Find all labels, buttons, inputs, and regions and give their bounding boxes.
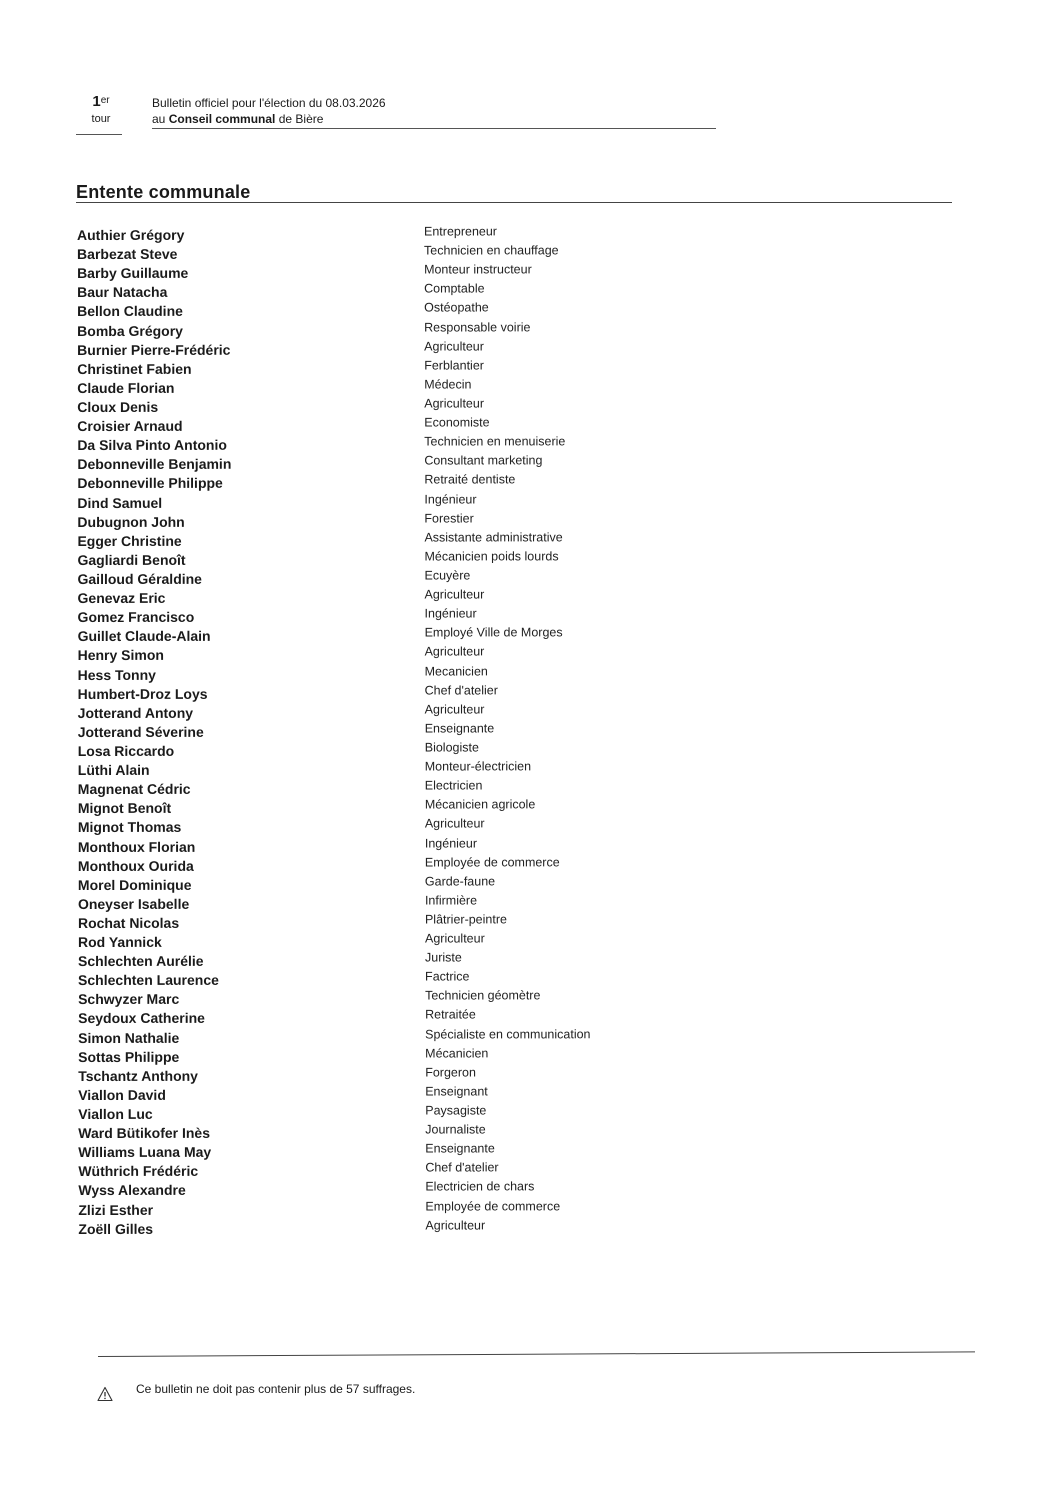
- candidate-profession: Infirmière: [424, 893, 478, 908]
- candidate-row: [78, 1200, 718, 1220]
- candidate-row: [78, 779, 718, 799]
- candidate-profession: Ferblantier: [424, 358, 484, 373]
- candidate-name: Gagliardi Benoît: [77, 551, 186, 568]
- candidate-name: Dind Samuel: [77, 494, 163, 511]
- tour-suffix: er: [100, 95, 110, 106]
- candidate-name: Morel Dominique: [77, 876, 192, 893]
- tour-divider: [76, 134, 122, 135]
- candidate-name: Oneyser Isabelle: [77, 895, 190, 912]
- candidate-profession: Médecin: [424, 377, 472, 392]
- candidate-profession: Economiste: [424, 415, 490, 430]
- candidate-name: Wüthrich Frédéric: [78, 1163, 199, 1180]
- candidate-profession: Entrepreneur: [423, 224, 497, 239]
- candidate-row: [77, 263, 717, 283]
- candidate-profession: Employée de commerce: [424, 854, 560, 870]
- candidate-profession: Retraitée: [425, 1007, 476, 1022]
- candidate-profession: Chef d'atelier: [424, 683, 498, 698]
- candidate-row: [77, 340, 717, 360]
- candidate-name: Sottas Philippe: [78, 1048, 180, 1065]
- candidate-row: [78, 913, 718, 933]
- candidate-row: [78, 588, 718, 608]
- candidate-name: Jotterand Séverine: [77, 723, 204, 740]
- candidate-name: Hess Tonny: [77, 666, 156, 683]
- candidate-profession: Electricien: [424, 778, 483, 793]
- candidate-name: Monthoux Florian: [77, 838, 196, 855]
- candidate-profession: Juriste: [425, 950, 462, 965]
- candidate-row: [77, 359, 717, 379]
- tour-word: tour: [91, 113, 111, 125]
- candidate-profession: Spécialiste en communication: [425, 1026, 591, 1042]
- candidate-row: [77, 244, 717, 264]
- candidate-profession: Paysagiste: [425, 1103, 487, 1118]
- candidate-name: Mignot Benoît: [77, 800, 172, 817]
- candidate-name: Schlechten Laurence: [78, 972, 219, 989]
- candidate-row: [78, 1085, 718, 1105]
- candidate-row: [78, 1047, 718, 1067]
- candidate-name: Debonneville Benjamin: [77, 456, 232, 473]
- candidate-row: [77, 512, 717, 532]
- candidate-profession: Ingénieur: [424, 491, 477, 507]
- candidate-profession: Monteur-électricien: [424, 759, 532, 774]
- candidate-name: Ward Bütikofer Inès: [78, 1124, 211, 1142]
- candidate-profession: Mécanicien: [425, 1046, 489, 1061]
- candidate-row: [78, 1104, 718, 1124]
- candidate-profession: Journaliste: [425, 1122, 486, 1137]
- candidate-profession: Assistante administrative: [424, 530, 563, 545]
- candidate-profession: Plâtrier-peintre: [424, 912, 507, 927]
- candidate-name: Bellon Claudine: [77, 303, 183, 320]
- candidate-name: Da Silva Pinto Antonio: [77, 436, 227, 454]
- candidate-name: Baur Natacha: [77, 284, 168, 301]
- candidate-name: Simon Nathalie: [78, 1029, 180, 1046]
- candidate-profession: Agriculteur: [424, 816, 485, 831]
- candidate-profession: Employée de commerce: [425, 1198, 561, 1214]
- candidate-profession: Garde-faune: [424, 874, 496, 889]
- council-name: Conseil communal: [168, 112, 276, 126]
- candidate-name: Rochat Nicolas: [77, 914, 180, 931]
- candidate-name: Bomba Grégory: [77, 322, 183, 339]
- candidate-name: Magnenat Cédric: [77, 781, 191, 798]
- candidate-profession: Agriculteur: [424, 396, 485, 411]
- candidate-name: Mignot Thomas: [77, 819, 182, 836]
- candidate-name: Guillet Claude-Alain: [77, 628, 211, 645]
- candidate-row: [78, 760, 718, 780]
- candidate-row: [77, 282, 717, 302]
- candidate-profession: Ostéopathe: [424, 300, 489, 315]
- candidate-row: [77, 493, 717, 513]
- candidate-row: [78, 894, 718, 914]
- candidate-profession: Comptable: [424, 281, 485, 296]
- candidate-row: [77, 454, 717, 474]
- candidate-profession: Forestier: [424, 511, 474, 526]
- tour-indicator: [86, 94, 116, 126]
- candidate-row: [78, 1142, 718, 1162]
- candidate-row: [78, 646, 718, 666]
- candidate-profession: Enseignante: [425, 1141, 495, 1156]
- candidate-row: [77, 378, 717, 398]
- candidate-name: Dubugnon John: [77, 513, 185, 530]
- candidate-profession: Mécanicien poids lourds: [424, 549, 559, 564]
- candidate-list: [77, 225, 718, 1239]
- candidate-row: [78, 798, 718, 818]
- candidate-profession: Enseignant: [425, 1084, 488, 1099]
- candidate-row: [77, 435, 717, 455]
- candidate-row: [78, 856, 718, 876]
- suffrage-notice: Ce bulletin ne doit pas contenir plus de 57 suffrages.: [136, 1382, 416, 1396]
- candidate-profession: Technicien en menuiserie: [424, 434, 566, 449]
- candidate-row: [78, 837, 718, 857]
- candidate-row: [78, 1219, 718, 1239]
- candidate-profession: Agriculteur: [424, 339, 484, 354]
- candidate-name: Gailloud Géraldine: [77, 570, 202, 587]
- candidate-row: [78, 1066, 718, 1086]
- header-divider: [152, 128, 716, 129]
- candidate-name: Christinet Fabien: [77, 360, 192, 377]
- bulletin-line-1: Bulletin officiel pour l'élection du 08.03.2026: [152, 96, 386, 110]
- candidate-profession: Electricien de chars: [425, 1179, 535, 1194]
- candidate-name: Monthoux Ourida: [77, 857, 194, 874]
- candidate-row: [77, 225, 717, 245]
- candidate-profession: Ingénieur: [424, 606, 477, 621]
- candidate-name: Barby Guillaume: [77, 265, 189, 282]
- candidate-name: Authier Grégory: [77, 226, 185, 243]
- candidate-row: [77, 531, 717, 551]
- candidate-profession: Monteur instructeur: [424, 262, 532, 277]
- candidate-name: Humbert-Droz Loys: [77, 685, 208, 702]
- candidate-row: [78, 665, 718, 685]
- title-divider: [76, 202, 952, 203]
- candidate-row: [77, 569, 717, 589]
- candidate-profession: Ingénieur: [424, 835, 477, 851]
- warning-icon: [97, 1386, 113, 1402]
- candidate-name: Croisier Arnaud: [77, 417, 183, 435]
- candidate-row: [78, 951, 718, 971]
- candidate-name: Losa Riccardo: [77, 742, 175, 759]
- list-title: Entente communale: [76, 182, 251, 202]
- candidate-profession: Agriculteur: [425, 1218, 486, 1233]
- bulletin-line-2: au Conseil communal de Bière: [152, 112, 324, 126]
- candidate-profession: Mécanicien agricole: [424, 797, 536, 812]
- candidate-name: Gomez Francisco: [77, 609, 195, 626]
- candidate-profession: Technicien en chauffage: [424, 243, 559, 258]
- candidate-name: Tschantz Anthony: [78, 1067, 198, 1084]
- candidate-row: [78, 1181, 718, 1201]
- candidate-profession: Agriculteur: [424, 931, 485, 946]
- candidate-row: [78, 684, 718, 704]
- bulletin-header: [152, 95, 386, 127]
- candidate-name: Wyss Alexandre: [78, 1182, 186, 1199]
- candidate-profession: Responsable voirie: [424, 319, 531, 335]
- candidate-name: Jotterand Antony: [77, 704, 194, 721]
- candidate-profession: Retraité dentiste: [424, 472, 516, 487]
- candidate-row: [78, 1028, 718, 1048]
- candidate-row: [78, 817, 718, 837]
- candidate-name: Seydoux Catherine: [78, 1010, 205, 1027]
- candidate-name: Claude Florian: [77, 379, 175, 396]
- candidate-row: [78, 970, 718, 990]
- candidate-row: [77, 474, 717, 494]
- tour-number: 1er: [92, 93, 110, 110]
- candidate-name: Williams Luana May: [78, 1144, 212, 1161]
- candidate-name: Zoëll Gilles: [78, 1220, 154, 1237]
- candidate-name: Barbezat Steve: [77, 245, 178, 263]
- candidate-row: [78, 1009, 718, 1029]
- candidate-name: Egger Christine: [77, 532, 182, 549]
- candidate-name: Schlechten Aurélie: [78, 952, 204, 970]
- candidate-profession: Technicien géomètre: [425, 988, 541, 1003]
- candidate-row: [78, 703, 718, 723]
- candidate-profession: Enseignante: [424, 721, 495, 736]
- candidate-name: Schwyzer Marc: [78, 991, 180, 1008]
- candidate-row: [78, 607, 718, 627]
- candidate-name: Genevaz Eric: [77, 589, 166, 607]
- candidate-row: [78, 741, 718, 761]
- candidate-profession: Ecuyère: [424, 568, 471, 583]
- candidate-row: [77, 416, 717, 436]
- candidate-name: Viallon Luc: [78, 1105, 153, 1123]
- candidate-profession: Employé Ville de Morges: [424, 625, 563, 640]
- candidate-name: Henry Simon: [77, 647, 164, 664]
- candidate-profession: Agriculteur: [424, 702, 485, 717]
- candidate-profession: Mecanicien: [424, 663, 488, 679]
- candidate-profession: Forgeron: [425, 1065, 476, 1080]
- candidate-name: Burnier Pierre-Frédéric: [77, 341, 231, 358]
- candidate-row: [78, 875, 718, 895]
- candidate-row: [77, 397, 717, 417]
- candidate-row: [78, 722, 718, 742]
- candidate-profession: Chef d'atelier: [425, 1160, 499, 1175]
- candidate-name: Cloux Denis: [77, 398, 159, 415]
- candidate-name: Lüthi Alain: [77, 761, 150, 779]
- candidate-row: [77, 550, 717, 570]
- candidate-profession: Agriculteur: [424, 644, 485, 659]
- candidate-name: Zlizi Esther: [78, 1201, 154, 1218]
- candidate-name: Viallon David: [78, 1086, 166, 1103]
- candidate-row: [78, 626, 718, 646]
- candidate-row: [78, 932, 718, 952]
- candidate-name: Debonneville Philippe: [77, 475, 223, 492]
- candidate-profession: Consultant marketing: [424, 453, 543, 468]
- candidate-profession: Agriculteur: [424, 587, 485, 602]
- candidate-name: Rod Yannick: [77, 933, 162, 951]
- candidate-row: [78, 989, 718, 1009]
- candidate-profession: Biologiste: [424, 740, 479, 755]
- footer-divider: [98, 1351, 975, 1357]
- candidate-row: [78, 1161, 718, 1181]
- candidate-row: [77, 302, 717, 322]
- candidate-row: [77, 321, 717, 341]
- candidate-profession: Factrice: [425, 969, 470, 984]
- candidate-row: [78, 1123, 718, 1143]
